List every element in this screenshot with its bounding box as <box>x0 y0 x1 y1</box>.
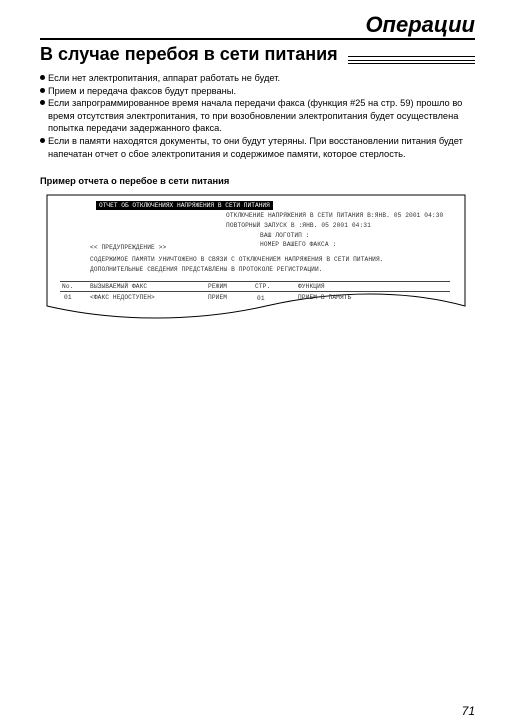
section-title: В случае перебоя в сети питания <box>40 44 338 64</box>
report-logo-line: ВАШ ЛОГОТИП : <box>260 232 310 239</box>
report-row-function: ПРИЕМ В ПАМЯТЬ <box>298 294 352 301</box>
report-col-no: No. <box>62 283 74 290</box>
bullet-dot <box>40 75 45 80</box>
report-col-function: ФУНКЦИЯ <box>298 283 325 290</box>
report-row-fax: <ФАКС НЕДОСТУПЕН> <box>90 294 155 301</box>
report-table-rule-top <box>60 281 450 282</box>
bullet-item: Если в памяти находятся документы, то они будут утеряны. При восстановлении питания будет напечатан отчет о сбое электропитания и содержимое памяти, которое стерлость. <box>40 135 479 160</box>
report-row-no: 01 <box>64 294 72 301</box>
report-message-1: СОДЕРЖИМОЕ ПАМЯТИ УНИЧТОЖЕНО В СВЯЗИ С ОТКЛЮЧЕНИЕМ НАПРЯЖЕНИЯ В СЕТИ ПИТАНИЯ. <box>90 256 384 263</box>
page-number: 71 <box>461 704 475 718</box>
report-row-mode: ПРИЕМ <box>208 294 228 301</box>
bullet-list <box>40 72 479 160</box>
report-table-rule-bottom <box>60 291 450 292</box>
bullet-item: Прием и передача факсов будут прерваны. <box>40 85 479 98</box>
header-rule <box>40 38 475 40</box>
report-restart-line: ПОВТОРНЫЙ ЗАПУСК В :ЯНВ. 05 2001 04:31 <box>226 222 371 229</box>
report-message-2: ДОПОЛНИТЕЛЬНЫЕ СВЕДЕНИЯ ПРЕДСТАВЛЕНЫ В ПРОТОКОЛЕ РЕГИСТРАЦИИ. <box>90 266 323 273</box>
report-row-pages: 01 <box>257 295 265 302</box>
report-fax-number-line: НОМЕР ВАШЕГО ФАКСА : <box>260 241 337 248</box>
bullet-dot <box>40 100 45 105</box>
bullet-item: Если нет электропитания, аппарат работать не будет. <box>40 72 479 85</box>
report-col-mode: РЕЖИМ <box>208 283 228 290</box>
report-power-off-line: ОТКЛЮЧЕНИЕ НАПРЯЖЕНИЯ В СЕТИ ПИТАНИЯ В:ЯНВ. 05 2001 04:30 <box>226 212 444 219</box>
page-header-title: Операции <box>365 12 475 37</box>
report-title: ОТЧЕТ ОБ ОТКЛЮЧЕНИЯХ НАПРЯЖЕНИЯ В СЕТИ ПИТАНИЯ <box>96 201 273 210</box>
title-decoration-rules <box>348 56 475 65</box>
report-col-pages: СТР. <box>255 283 271 290</box>
example-heading: Пример отчета о перебое в сети питания <box>40 176 230 186</box>
report-col-fax: ВЫЗЫВАЕМЫЙ ФАКС <box>90 283 148 290</box>
bullet-dot <box>40 138 45 143</box>
bullet-item: Если запрограммированное время начала передачи факса (функция #25 на стр. 59) прошло во время отсутствия электропитания, то при возобновлении электропитания будет осуществлена попытка передачи задержанного факса. <box>40 97 479 135</box>
report-warning: << ПРЕДУПРЕЖДЕНИЕ >> <box>90 244 167 251</box>
bullet-dot <box>40 88 45 93</box>
